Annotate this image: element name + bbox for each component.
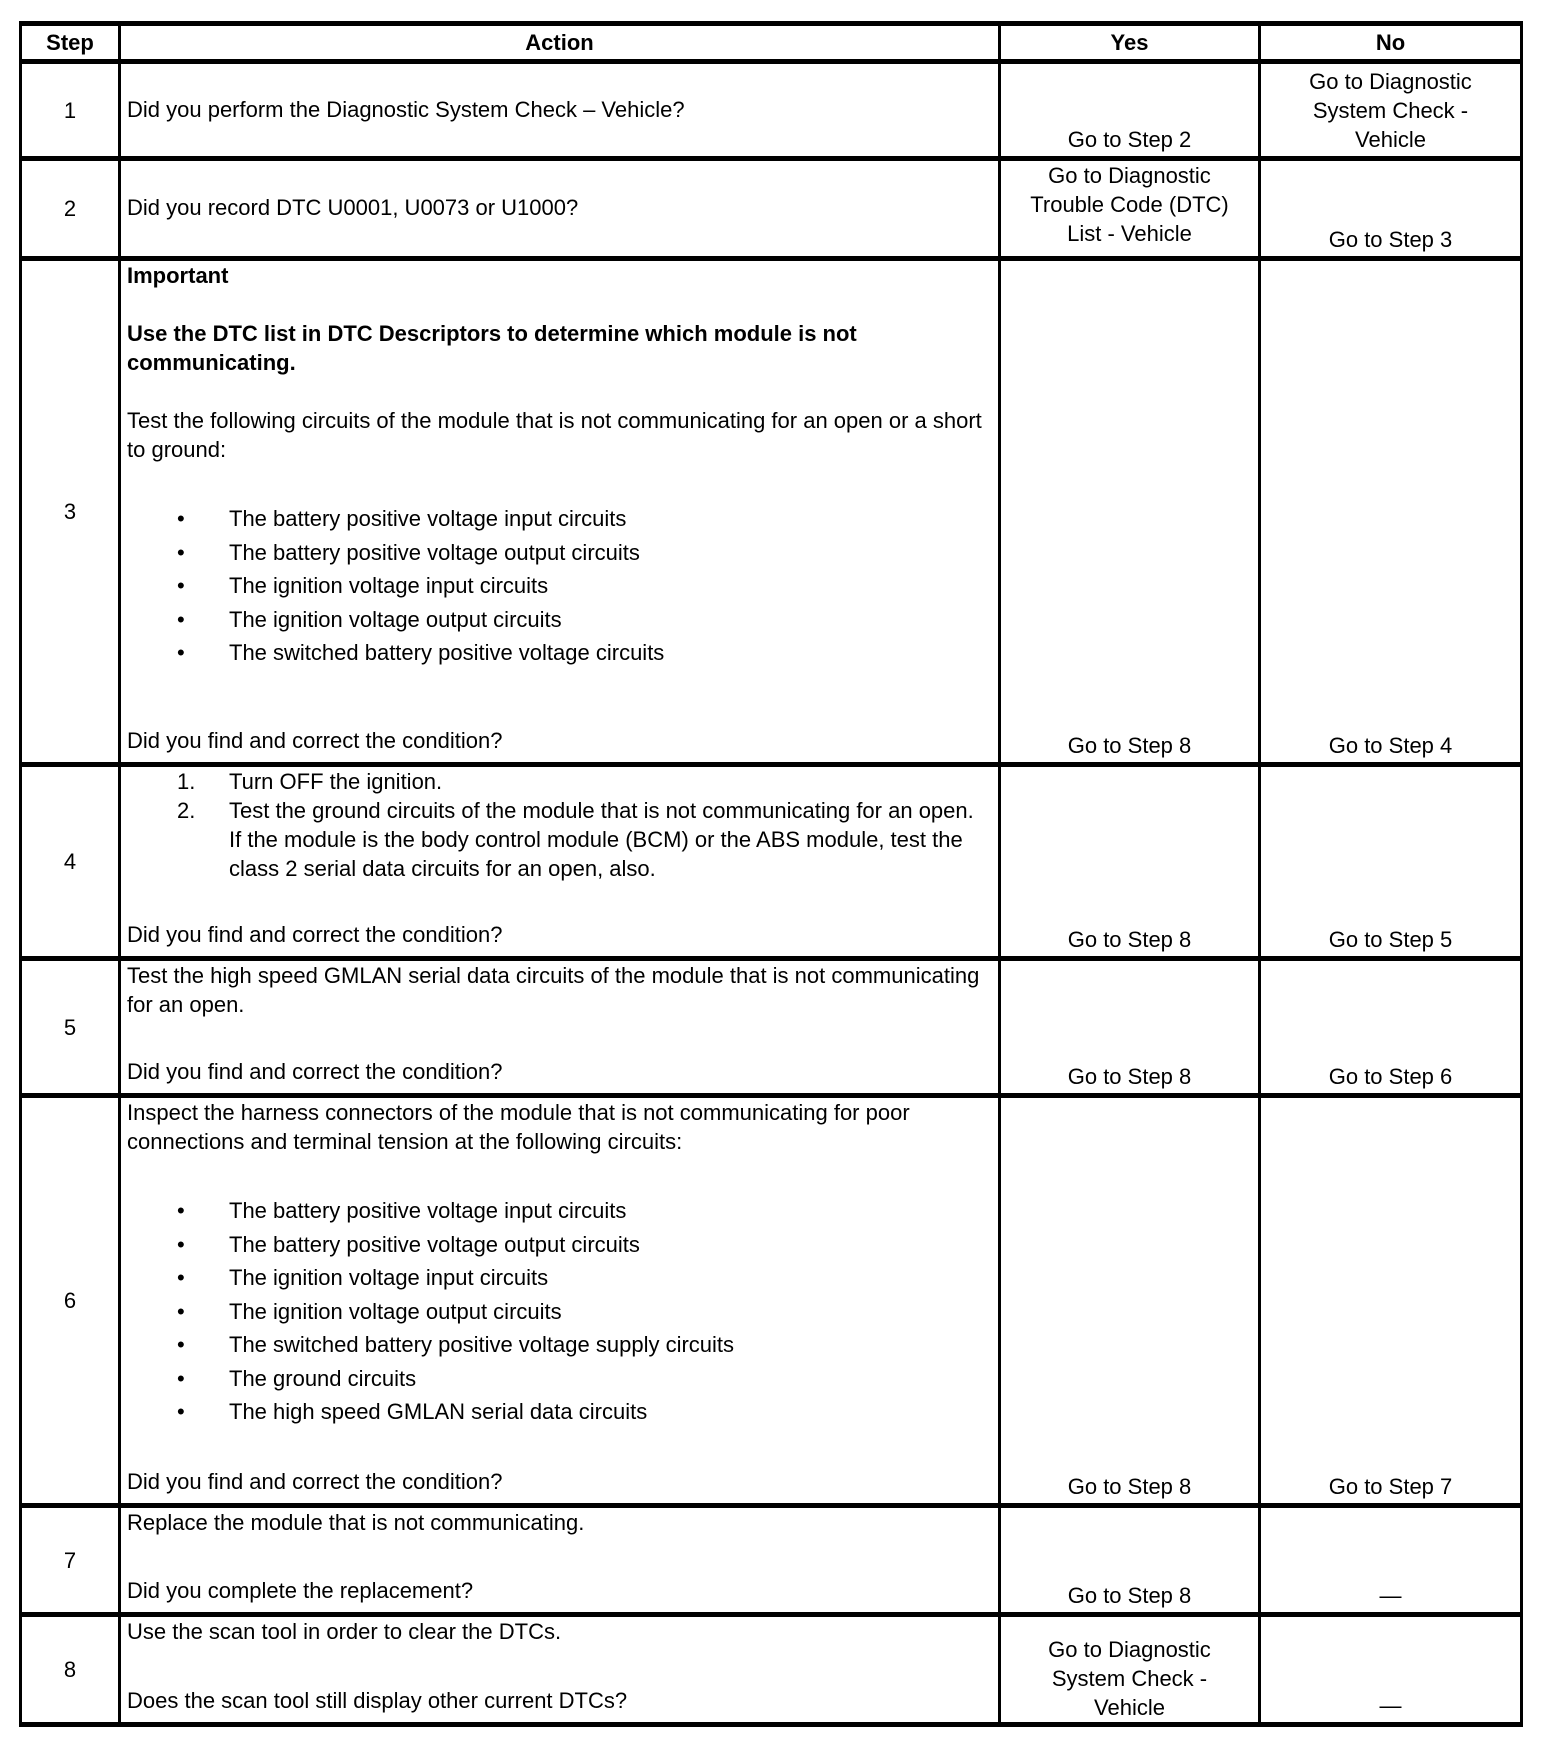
no-cell: Go to Step 6 <box>1260 959 1522 1096</box>
header-yes: Yes <box>1000 24 1260 62</box>
list-item: • The ignition voltage input circuits <box>127 569 992 603</box>
list-item: • The battery positive voltage input circuits <box>127 502 992 536</box>
action-question: Did you find and correct the condition? <box>127 728 503 753</box>
action-question: Did you complete the replacement? <box>127 1578 474 1603</box>
yes-cell: Go to Diagnostic System Check - Vehicle <box>1000 1615 1260 1725</box>
yes-cell: Go to Step 8 <box>1000 765 1260 959</box>
list-item: • The battery positive voltage input circuits <box>127 1194 992 1228</box>
table-row <box>21 1615 1522 1725</box>
circuit-list <box>127 502 992 670</box>
step-number: 5 <box>21 959 120 1096</box>
action-intro: Test the high speed GMLAN serial data circuits of the module that is not communicating for an open. <box>127 963 980 1017</box>
list-item: 2. Test the ground circuits of the module that is not communicating for an open. If the module is the body control module (BCM) or the ABS module, test the class 2 serial data circuits for an open, also. <box>177 798 974 881</box>
step-number: 2 <box>21 159 120 259</box>
action-question: Did you perform the Diagnostic System Check – Vehicle? <box>127 96 685 122</box>
header-no: No <box>1260 24 1522 62</box>
step-number: 1 <box>21 62 120 159</box>
table-row <box>21 159 1522 259</box>
action-question: Does the scan tool still display other current DTCs? <box>127 1688 628 1713</box>
circuit-list <box>127 1194 992 1429</box>
list-item: • The ignition voltage input circuits <box>127 1261 992 1295</box>
procedure-list <box>127 767 992 883</box>
action-intro: Inspect the harness connectors of the module that is not communicating for poor connections and terminal tension at the following circuits: <box>127 1100 910 1154</box>
list-item: • The battery positive voltage output circuits <box>127 1228 992 1262</box>
action-question: Did you find and correct the condition? <box>127 922 503 947</box>
important-note: Use the DTC list in DTC Descriptors to determine which module is not communicating. <box>127 321 857 375</box>
list-item: 1. Turn OFF the ignition. <box>177 769 443 794</box>
action-intro: Replace the module that is not communicating. <box>127 1510 585 1535</box>
step-number: 8 <box>21 1615 120 1725</box>
yes-cell: Go to Step 8 <box>1000 1096 1260 1506</box>
header-step: Step <box>21 24 120 62</box>
no-cell: Go to Step 7 <box>1260 1096 1522 1506</box>
list-item: • The switched battery positive voltage supply circuits <box>127 1328 992 1362</box>
yes-cell: Go to Step 8 <box>1000 959 1260 1096</box>
no-cell: Go to Diagnostic System Check - Vehicle <box>1260 62 1522 159</box>
table-row <box>21 959 1522 1096</box>
list-item: • The high speed GMLAN serial data circuits <box>127 1395 992 1429</box>
diagnostic-table <box>19 21 1523 1727</box>
yes-cell: Go to Step 8 <box>1000 259 1260 765</box>
table-row <box>21 1096 1522 1506</box>
step-number: 3 <box>21 259 120 765</box>
list-item: • The ignition voltage output circuits <box>127 1295 992 1329</box>
no-cell: — <box>1260 1506 1522 1615</box>
list-item: • The switched battery positive voltage circuits <box>127 636 992 670</box>
no-cell: Go to Step 3 <box>1260 159 1522 259</box>
action-question: Did you find and correct the condition? <box>127 1059 503 1084</box>
table-row <box>21 1506 1522 1615</box>
no-cell: Go to Step 4 <box>1260 259 1522 765</box>
action-question: Did you find and correct the condition? <box>127 1469 503 1494</box>
step-number: 7 <box>21 1506 120 1615</box>
action-intro: Use the scan tool in order to clear the DTCs. <box>127 1619 562 1644</box>
step-number: 4 <box>21 765 120 959</box>
no-cell: Go to Step 5 <box>1260 765 1522 959</box>
header-action: Action <box>120 24 1000 62</box>
list-item: • The ignition voltage output circuits <box>127 603 992 637</box>
no-cell: — <box>1260 1615 1522 1725</box>
table-row <box>21 765 1522 959</box>
yes-cell: Go to Diagnostic Trouble Code (DTC) List - Vehicle <box>1000 159 1260 259</box>
step-number: 6 <box>21 1096 120 1506</box>
action-intro: Test the following circuits of the module that is not communicating for an open or a short to ground: <box>127 408 982 462</box>
yes-cell: Go to Step 2 <box>1000 62 1260 159</box>
yes-cell: Go to Step 8 <box>1000 1506 1260 1615</box>
list-item: • The battery positive voltage output circuits <box>127 536 992 570</box>
table-row <box>21 62 1522 159</box>
header-row <box>21 24 1522 62</box>
action-question: Did you record DTC U0001, U0073 or U1000? <box>127 195 579 220</box>
important-label: Important <box>127 263 229 288</box>
list-item: • The ground circuits <box>127 1362 992 1396</box>
table-row <box>21 259 1522 765</box>
